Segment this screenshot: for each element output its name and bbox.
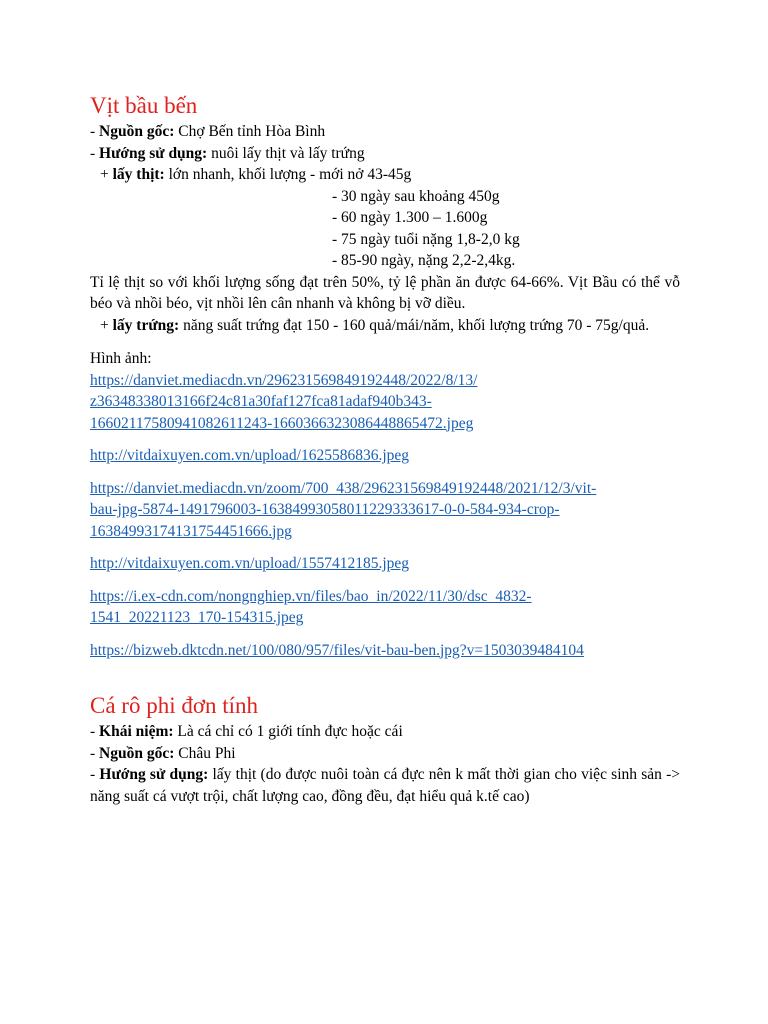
image-link[interactable]	[90, 640, 680, 662]
image-link-line[interactable]: http://vitdaixuyen.com.vn/upload/1557412185.jpeg	[90, 555, 410, 572]
duck-usage-label: Hướng sử dụng:	[99, 144, 208, 162]
image-link[interactable]	[90, 553, 680, 575]
fish-origin-label: Nguồn gốc:	[99, 744, 175, 762]
fish-concept-label: Khái niệm:	[99, 723, 174, 740]
image-link-line[interactable]: 16602117580941082611243-1660366323086448865472.jpeg	[90, 414, 474, 432]
duck-egg-prefix: +	[100, 316, 109, 334]
fish-concept-value: Là cá chỉ có 1 giới tính đực hoặc cái	[177, 723, 403, 740]
duck-ratio-paragraph: Tỉ lệ thịt so với khối lượng sống đạt trên 50%, tỷ lệ phần ăn được 64-66%. Vịt Bầu có thể vỗ béo và nhồi béo, vịt nhồi lên cân nhanh và không bị vỡ diều.	[90, 273, 680, 312]
duck-usage-value: nuôi lấy thịt và lấy trứng	[211, 144, 365, 162]
fish-usage-value: lấy thịt (do được nuôi toàn cá đực nên k mất thời gian cho việc sinh sản -> năng suất cá vượt trội, chất lượng cao, đồng đều, đạt hiểu quả k.tế cao)	[90, 766, 681, 805]
duck-origin-line: - Nguồn gốc: Chợ Bến tỉnh Hòa Bình	[90, 123, 326, 140]
duck-weight-item: - 85-90 ngày, nặng 2,2-2,4kg.	[332, 252, 516, 269]
image-link-line[interactable]: 1541_20221123_170-154315.jpeg	[90, 609, 304, 626]
spacer	[90, 336, 680, 348]
document-content	[90, 91, 680, 807]
fish-concept-line: - Khái niệm: Là cá chỉ có 1 giới tính đực hoặc cái	[90, 723, 403, 740]
duck-meat-line	[90, 164, 680, 186]
duck-meat-label: lấy thịt:	[112, 166, 165, 183]
duck-origin-label: Nguồn gốc:	[99, 123, 175, 140]
section-title-duck: Vịt bầu bến	[90, 93, 198, 118]
image-link-line[interactable]: https://i.ex-cdn.com/nongnghiep.vn/files/bao_in/2022/11/30/dsc_4832-	[90, 587, 532, 605]
duck-origin-value: Chợ Bến tỉnh Hòa Bình	[178, 123, 326, 140]
section-title-fish: Cá rô phi đơn tính	[90, 693, 259, 718]
duck-egg-label: lấy trứng:	[112, 316, 180, 334]
fish-usage-paragraph: - Hướng sử dụng: lấy thịt (do được nuôi toàn cá đực nên k mất thời gian cho việc sinh sản -> năng suất cá vượt trội, chất lượng cao, đồng đều, đạt hiểu quả k.tế cao)	[90, 766, 681, 805]
images-label: Hình ảnh:	[90, 350, 152, 367]
image-link-line[interactable]: https://danviet.mediacdn.vn/zoom/700_438/296231569849192448/2021/12/3/vit-	[90, 479, 597, 497]
image-link-line[interactable]: http://vitdaixuyen.com.vn/upload/1625586836.jpeg	[90, 447, 410, 464]
image-link[interactable]	[90, 478, 680, 543]
duck-weight-item: - 75 ngày tuổi nặng 1,8-2,0 kg	[332, 230, 520, 248]
fish-origin-line: - Nguồn gốc: Châu Phi	[90, 744, 236, 762]
duck-egg-value: năng suất trứng đạt 150 - 160 quả/mái/năm, khối lượng trứng 70 - 75g/quả.	[183, 316, 650, 334]
image-link[interactable]	[90, 586, 680, 629]
duck-weight-item: - 60 ngày 1.300 – 1.600g	[332, 209, 488, 226]
duck-meat-value: lớn nhanh, khối lượng - mới nở 43-45g	[168, 166, 412, 183]
duck-egg-paragraph	[90, 315, 680, 337]
fish-usage-label: Hướng sử dụng:	[99, 766, 209, 783]
duck-meat-prefix: +	[100, 166, 109, 183]
image-link-line[interactable]: https://bizweb.dktcdn.net/100/080/957/files/vit-bau-ben.jpg?v=1503039484104	[90, 641, 584, 659]
image-link-line[interactable]: https://danviet.mediacdn.vn/296231569849192448/2022/8/13/	[90, 371, 478, 389]
image-link-line[interactable]: 16384993174131754451666.jpg	[90, 522, 292, 540]
image-link-line[interactable]: bau-jpg-5874-1491796003-16384993058011229333617-0-0-584-934-crop-	[90, 501, 560, 518]
image-link[interactable]	[90, 370, 680, 435]
image-link[interactable]	[90, 445, 680, 467]
fish-origin-value: Châu Phi	[178, 744, 236, 762]
image-link-line[interactable]: z3634833801316​6f24c81a30faf127fca81adaf940b343-	[90, 393, 432, 410]
duck-usage-line: - Hướng sử dụng: nuôi lấy thịt và lấy trứng	[90, 144, 365, 162]
duck-weight-item: - 30 ngày sau khoảng 450g	[332, 187, 500, 205]
